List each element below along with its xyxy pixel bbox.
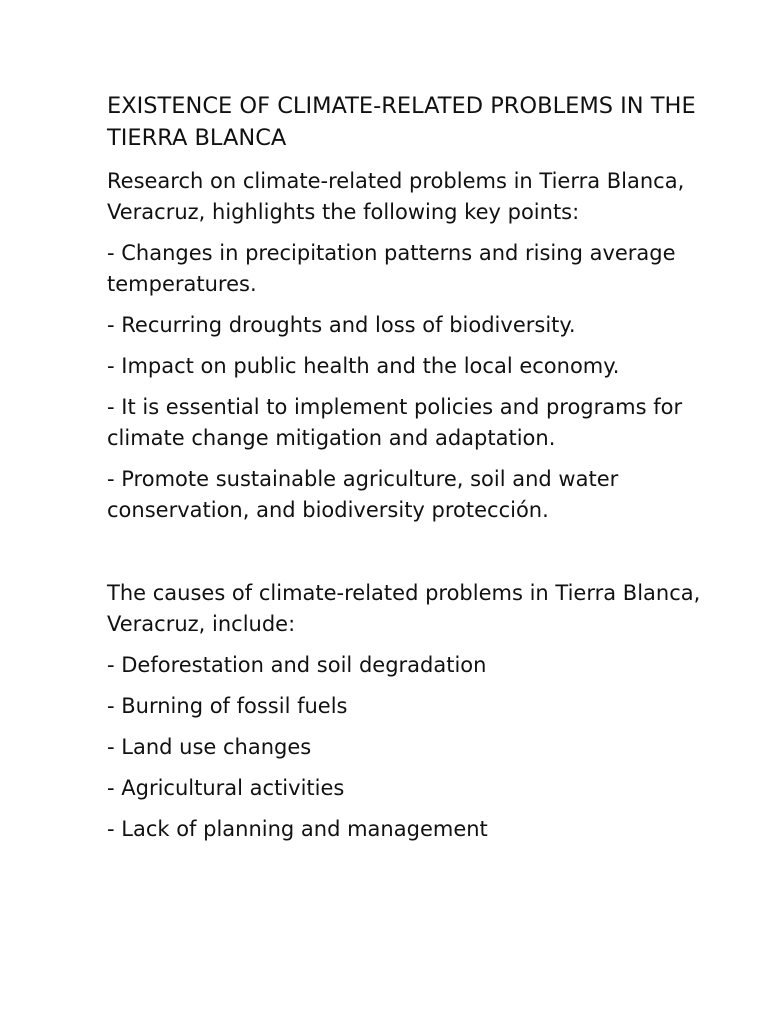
document-title: EXISTENCE OF CLIMATE-RELATED PROBLEMS IN THE TIERRA BLANCA (107, 93, 696, 151)
list-item: - Burning of fossil fuels (107, 694, 348, 718)
list-item: - Recurring droughts and loss of biodiversity. (107, 313, 576, 337)
list-item: - It is essential to implement policies and programs for climate change mitigation and adaptation. (107, 395, 683, 450)
list-item: - Changes in precipitation patterns and rising average temperatures. (107, 241, 676, 296)
list-item: - Land use changes (107, 735, 312, 759)
section2-intro: The causes of climate-related problems in Tierra Blanca, Veracruz, include: (107, 581, 701, 636)
list-item: - Impact on public health and the local economy. (107, 354, 620, 378)
list-item: - Promote sustainable agriculture, soil and water conservation, and biodiversity protección. (107, 467, 619, 522)
section1-intro: Research on climate-related problems in Tierra Blanca, Veracruz, highlights the following key points: (107, 169, 685, 224)
list-item: - Deforestation and soil degradation (107, 653, 487, 677)
section-spacer (107, 536, 707, 578)
document-page (107, 90, 707, 855)
list-item: - Agricultural activities (107, 776, 345, 800)
list-item: - Lack of planning and management (107, 817, 488, 841)
